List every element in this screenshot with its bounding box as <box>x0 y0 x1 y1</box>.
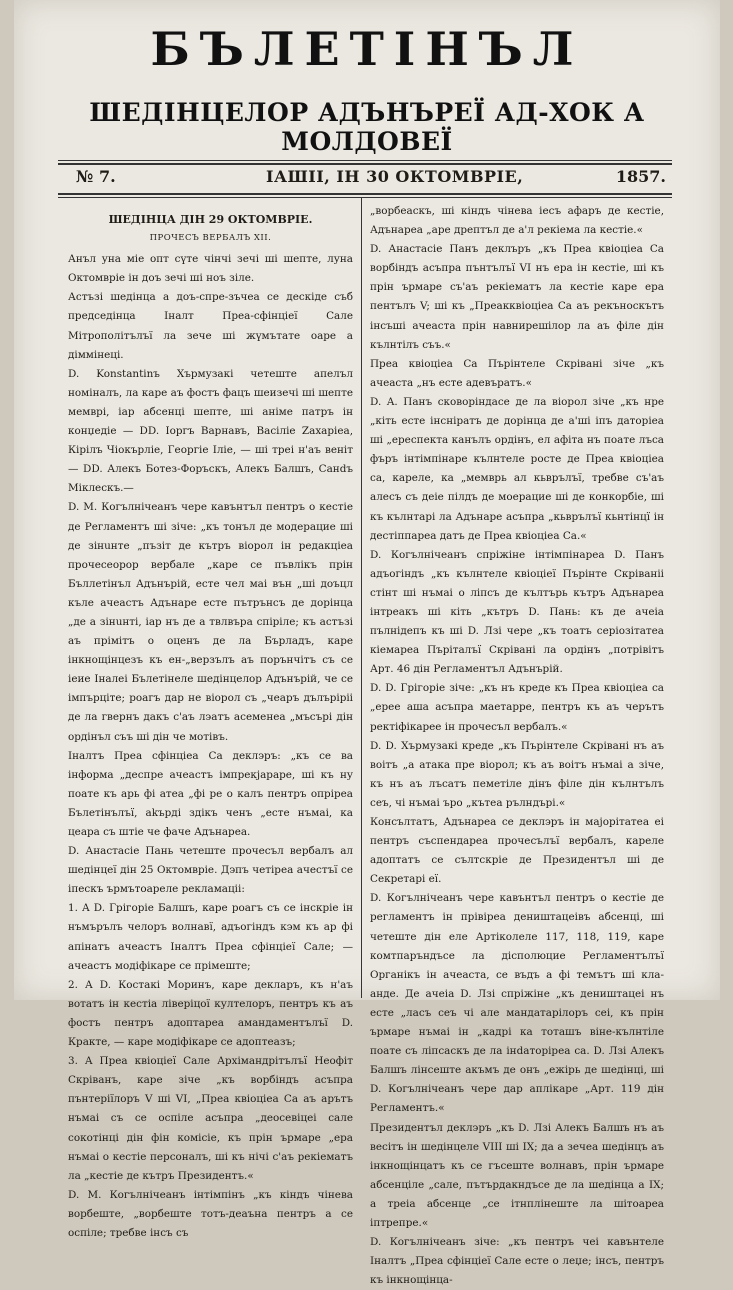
paragraph: 1. A D. Грігоріе Балшъ, каре роагъ съ се інскріе ін нъмърълъ челоръ волнавї, адъогіндъ кэм къ ар фі апінатъ ачеастъ Іналтъ Преа сфінціеї Сале; — ачеастъ модіфікаре се прімеште; <box>68 902 353 972</box>
session-heading: ШЕДІНЦА ДІН 29 ОКТОМВРІЕ. <box>108 213 313 226</box>
minutes-subheading: ПРОЧЕСЪ ВЕРБАЛЪ XII. <box>149 233 272 244</box>
paragraph: D. Когълнічеанъ чере кавънтъл пентръ о кестіе де регламентъ ін прівіреа деништацеівъ абсенці, ші четеште дін еле Артіколеле 117, 118, 119, каре комтпаръндъсе ла дісполюцие Регламентълъї Органікъ ін ачеаста, се въдъ а фі темътъ ші кла-анде. Де ачеіа D. Лзі спріжіне „къ деништацеі нъ есте „ласъ сеъ чі але мандатарілоръ сеі, къ прін ърмаре нъмаі ін „кадрі ка тоташъ віне-кълнтіле поате съ ліпсаскъ де ла інdаторіреа са. D. Лзі Алекъ Балшъ лінсеште акъмъ де онъ „ежірь де шедінці, ші D. Когълнічеанъ чере дар аплікаре „Арт. 119 дін Регламентъ.« <box>370 892 664 1115</box>
paragraph: 3. A Преа квіоціеї Сале Архімандрітълъї Неофіт Скріванъ, каре зіче „къ ворбіндъ асъпра пънтеріїлоръ V ші VI, „Преа квіоціеа Са аъ арътъ нъмаі съ се оспіле асъпра „деосевіцеі сале сокотінці дін фін комісіе, къ прін ърмаре „ера нъмаі о кестіе персоналъ, ші къ нічі с'аъ рекіематъ ла „кестіе де кътръ Президентъ.« <box>68 1055 353 1182</box>
left-column <box>68 202 353 1239</box>
paragraph: Консълтатъ, Адънареа се деклэръ ін мајорітатеа еі пентръ съспендареа прочесълъї вербалъ, кареле адоптатъ се сълтскріе де Президентъл ші де Секретарі еї. <box>370 816 664 886</box>
issue-number: № 7. <box>76 167 116 186</box>
header-rule <box>58 160 672 161</box>
paragraph: D. A. Панъ сковоріндасе де ла віорол зіче „къ нре „кіть есте інсніратъ де дорінца де а'ші іпъ даторіеа ші „ереспекта канълъ ордінъ, ел афіта нъ поате лъса фъръ інтімпінаре кълнтеле росте де Преа квіоціеа са, кареле, ка „мемврь ал кьврълъї, требве съ'аъ алесъ съ деіе пілдъ де моерацие ші де конкорбіе, ші къ кълнтарі ла Адънаре асъпра „кьврълъї кьнтінцї ін дестіппареа датъ де Преа квіоціеа Са.« <box>370 395 664 542</box>
paragraph: D. D. Хърмузакі креде „къ Пърінтеле Скрівані нъ аъ воітъ „а атака пре віорол; къ аъ воітъ нъмаі а зіче, къ нъ аъ лъсатъ пеметіле дінъ філе дін кълнтълъ сеъ, чі нъмаі ъро „кътеа рълндърі.« <box>370 739 664 809</box>
paragraph: Іналтъ Преа сфінціеа Са деклэръ: „къ се ва інформа „деспре ачеастъ імпрекјараре, ші къ ну поате къ арь фі атеа „фі ре о калъ пентръ опріреа Бълетінълъї, аkърді здікъ ченъ „есте нъмаі, ка цеара съ штіе че фаче Адънареа. <box>68 749 353 838</box>
paragraph: D. D. Грігоріе зіче: „къ нъ креде къ Преа квіоціеа са „ерее аша асъпра маетарре, пентръ къ аъ черътъ ректіфікарее ін прочесъл вербалъ.« <box>370 682 664 733</box>
paragraph: „ворбеаскъ, ші кіндъ чінева іесъ афаръ де кестіе, Адънареа „аре дрептъл де а'л рекіема ла кестіе.« <box>370 205 664 237</box>
paragraph: Анъл уна міе опт сүте чінчі зечі ші шепте, луна Октомвріе ін доъ зечі ші ноъ зіле. <box>68 253 353 285</box>
header-rule <box>58 197 672 198</box>
issue-year: 1857. <box>615 167 666 186</box>
paragraph: Преа квіоціеа Са Пърінтеле Скрівані зіче „къ ачеаста „нъ есте адевъратъ.« <box>370 357 664 389</box>
masthead-subtitle: ШЕДІНЦЕЛОР АДЪНЪРЕЇ АД-ХОК А МОЛДОВЕЇ <box>89 98 645 156</box>
paragraph: D. Когълнічеанъ спріжіне інтімпінареа D. Панъ адъогіндъ „къ кълнтеле квіоціеї Пърінте Скріваніі стінт ші нъмаі о ліпсъ де кълтърь кътръ Адънареа інтреакъ ші кіть „кътръ D. Пань: къ де ачеіа пълнідепъ къ ші D. Лзі чере „къ тоатъ серіозітатеа кіемареа Пъріталъї Скрівані ла ордінъ „потрівітъ Арт. 46 дін Регламентъл Адънърій. <box>370 548 664 676</box>
paragraph: 2. A D. Костакі Моринъ, каре декларъ, къ н'аъ вотатъ ін кестіа ліверіцої култелоръ, пентръ къ аъ фостъ пентръ адоптареа амандаментълъї D. Кракте, — каре модіфікаре се адоптеазъ; <box>68 978 353 1049</box>
column-divider <box>361 198 362 998</box>
paragraph: Астъзі шедінца а доъ-спре-зъчеа се дескіде съб председінца Іналт Преа-сфінціеї Сале Мітрополітълъї ла зече ші жүмътате оаре а діммінеці. <box>68 291 353 361</box>
paragraph: D. Konstantinъ Хърмузакі четеште апелъл номіналъ, ла каре аъ фостъ фацъ шеизечі ші шепте мемврі, іар абсенці шепте, ші аніме патръ ін конџедіе — DD. Іоргъ Варнавъ, Васіліе Zaхаріеа, Кірілъ Чіокърліе, Георгіе Іліе, — ші треі н'аъ веніт— DD. Алекъ Ботез-Форъскъ, Алекъ Балшъ, Санdъ Міклескъ.— <box>68 367 353 495</box>
masthead-title: БЪЛЕТІНЪЛ <box>150 22 584 76</box>
paragraph: D. M. Когълнічеанъ інтімпінъ „къ кіндъ чінева ворбеште, „ворбеште тотъ-деаъна пентръ а се оспіле; требве інсъ съ <box>68 1188 353 1239</box>
paragraph: D. Когълнічеанъ зіче: „къ пентръ чеі кавънтеле Іналтъ „Преа сфінціеї Сале есте о леџе; інсъ, пентръ къ інкнощінца- <box>370 1236 664 1287</box>
header-rule <box>58 193 672 195</box>
issue-line <box>76 165 666 191</box>
paragraph: D. Анастасіе Пань четеште прочесъл вербалъ ал шедінцеї дін 25 Октомвріе. Дэпъ четіреа ачестъї се іпескъ ърмътоареле рекламаціі: <box>68 845 353 896</box>
paragraph: Президентъл деклэръ „къ D. Лзі Алекъ Балшъ нъ аъ весітъ ін шедінцеле VIII ші IX; дa а зечеа шедінцъ аъ інкнощінцатъ къ се гъсеште волнавъ, прін ърмаре абсенціле „сале, пътърдакндъсе де ла шедінца a IX; а треіа абсенце „се ітнплінеште ла шітоареа іптрепре.« <box>370 1121 664 1229</box>
issue-place-date: ІАШІІ, ІН 30 ОКТОМВРІЕ, <box>266 167 524 186</box>
paragraph: D. Анастасіе Панъ деклъръ „къ Преа квіоціеа Са ворбіндъ асъпра пънтълъї VI нъ ера ін кестіе, ші къ прін ърмаре съ'аъ рекіематъ ла кестіе каре ера пентълъ V; ші къ „Преакквіоціеа Са аъ рекъноскътъ інсъші ачеаста прін навнирешілор ла аъ філе дін кълнтілъ съъ.« <box>370 243 664 351</box>
paragraph: D. M. Когълнічеанъ чере кавънтъл пентръ о кестіе де Регламентъ ші зіче: „къ тонъл де модерацие ші де зінuнте „пъзіт де кътръ віорол ін редакціеа прочесеорор вербале „каре се пъвлікъ прін Бъллетінъл Адънърій, есте чел маі вън „ші доъцл къле ачеастъ Адънаре есте пътрънсъ де дорінца „де а зінuнті, іар нъ де а твлвъра спіріле; къ астъзі аъ прімітъ о оценъ де ла Бърладъ, каре інкнощінцезъ къ ен-„верзълъ аъ порънчітъ съ се іеие Іналеі Бълетінеле шедінцелор Адънърій, че се імпърціте; роагъ дар не віорол съ „чеаръ дълъріріі де ла гвернъ дакъ с'аъ лэатъ асеменеа „мъсърі дін ордінъл съъ ші дін че мотівъ. <box>68 501 353 743</box>
right-column <box>370 202 664 1287</box>
newspaper-page <box>14 0 720 1287</box>
